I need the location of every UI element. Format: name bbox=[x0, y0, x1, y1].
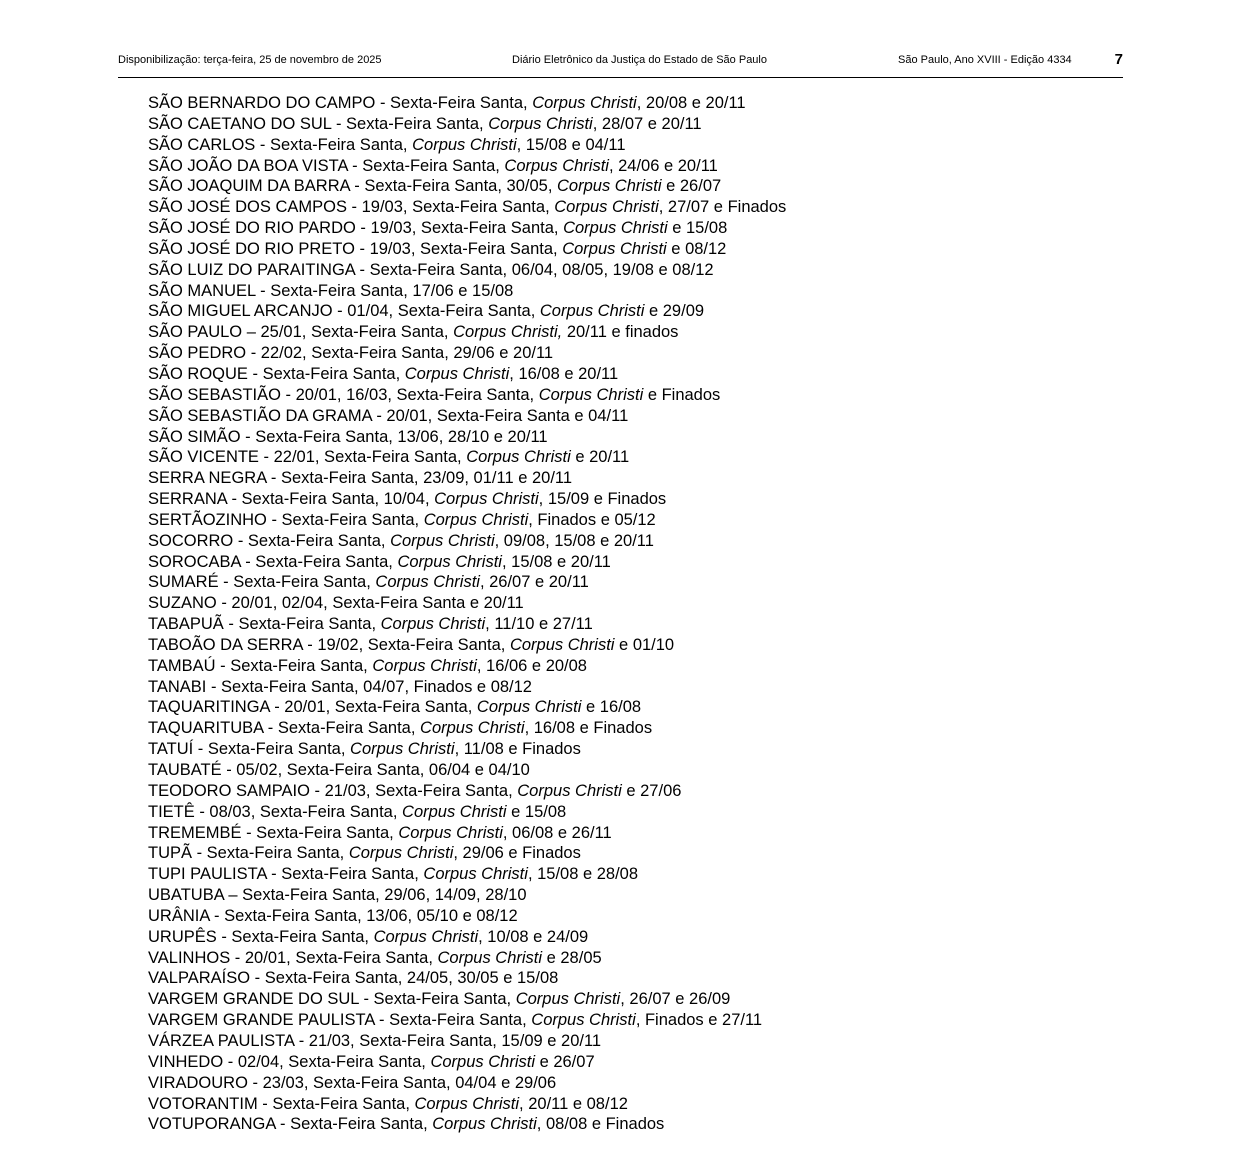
entry-text: VOTUPORANGA - Sexta-Feira Santa, bbox=[148, 1115, 433, 1134]
entry-text: , 20/11 e 08/12 bbox=[519, 1094, 628, 1113]
list-item bbox=[148, 864, 1108, 885]
entry-text: URÂNIA - Sexta-Feira Santa, 13/06, 05/10 e 08/12 bbox=[148, 906, 518, 925]
list-item bbox=[148, 239, 1108, 260]
list-item bbox=[148, 552, 1108, 573]
entry-text: e Finados bbox=[643, 385, 721, 404]
entry-text: e 26/07 bbox=[534, 1052, 595, 1071]
entry-text: SÃO BERNARDO DO CAMPO - Sexta-Feira Santa, bbox=[148, 94, 533, 112]
entry-text: , 28/07 e 20/11 bbox=[592, 114, 702, 133]
entry-text: , 10/08 e 24/09 bbox=[478, 927, 589, 946]
entry-text: e 08/12 bbox=[666, 239, 727, 258]
list-item bbox=[148, 739, 1108, 760]
entry-text: , 16/08 e Finados bbox=[524, 719, 653, 738]
entry-text: , 08/08 e Finados bbox=[536, 1115, 665, 1134]
italic-text: Corpus Christi bbox=[390, 531, 495, 550]
entry-text: TATUÍ - Sexta-Feira Santa, bbox=[148, 740, 351, 759]
entry-text: e 29/09 bbox=[644, 302, 705, 321]
italic-text: Corpus Christi bbox=[538, 385, 644, 404]
entry-text: , 16/06 e 20/08 bbox=[476, 656, 587, 675]
entry-text: TREMEMBÉ - Sexta-Feira Santa, bbox=[148, 823, 399, 842]
entry-text: SÃO JOSÉ DO RIO PARDO - 19/03, Sexta-Feira Santa, bbox=[148, 219, 564, 238]
list-item bbox=[148, 989, 1108, 1010]
list-item bbox=[148, 677, 1108, 698]
entry-text: , 15/08 e 04/11 bbox=[516, 135, 626, 154]
entry-text: , 15/08 e 20/11 bbox=[501, 552, 611, 571]
entry-text: SÃO ROQUE - Sexta-Feira Santa, bbox=[148, 364, 405, 383]
italic-text: Corpus Christi bbox=[466, 448, 571, 467]
entry-text: VARGEM GRANDE DO SUL - Sexta-Feira Santa, bbox=[148, 990, 516, 1009]
italic-text: Corpus Christi bbox=[434, 490, 539, 509]
list-item bbox=[148, 614, 1108, 635]
entry-text: SOROCABA - Sexta-Feira Santa, bbox=[148, 552, 398, 571]
page-number: 7 bbox=[1114, 51, 1123, 68]
entry-text: SÃO SEBASTIÃO DA GRAMA - 20/01, Sexta-Feira Santa e 04/11 bbox=[148, 406, 629, 425]
italic-text: Corpus Christi bbox=[402, 802, 507, 821]
italic-text: Corpus Christi bbox=[563, 219, 668, 238]
list-item bbox=[148, 531, 1108, 552]
italic-text: Corpus Christi bbox=[430, 1052, 535, 1071]
italic-text: Corpus Christi bbox=[380, 615, 486, 634]
list-item bbox=[148, 968, 1108, 989]
list-item bbox=[148, 468, 1108, 489]
entry-text: e 26/07 bbox=[661, 177, 722, 196]
entry-text: SÃO CARLOS - Sexta-Feira Santa, bbox=[148, 135, 413, 154]
italic-text: Corpus Christi bbox=[437, 948, 543, 967]
entry-text: TAQUARITUBA - Sexta-Feira Santa, bbox=[148, 719, 421, 738]
list-item bbox=[148, 718, 1108, 739]
list-item bbox=[148, 781, 1108, 802]
italic-text: Corpus Christi bbox=[348, 844, 454, 863]
entry-text: SÃO MIGUEL ARCANJO - 01/04, Sexta-Feira Santa, bbox=[148, 302, 540, 321]
list-item bbox=[148, 1031, 1108, 1052]
entry-text: e 27/06 bbox=[621, 781, 682, 800]
entry-text: SERRA NEGRA - Sexta-Feira Santa, 23/09, 01/11 e 20/11 bbox=[148, 469, 573, 488]
italic-text: Corpus Christi bbox=[397, 552, 502, 571]
italic-text: Corpus Christi bbox=[509, 635, 615, 654]
italic-text: Corpus Christi bbox=[423, 510, 529, 529]
list-item bbox=[148, 697, 1108, 718]
entry-text: , 06/08 e 26/11 bbox=[502, 823, 612, 842]
entry-text: 20/11 e finados bbox=[562, 323, 679, 342]
entry-text: SÃO SEBASTIÃO - 20/01, 16/03, Sexta-Feira Santa, bbox=[148, 385, 539, 404]
list-item bbox=[148, 260, 1108, 281]
entry-text: , 11/08 e Finados bbox=[454, 740, 581, 759]
entry-text: TANABI - Sexta-Feira Santa, 04/07, Finados e 08/12 bbox=[148, 677, 532, 696]
italic-text: Corpus Christi bbox=[531, 1011, 636, 1030]
entry-text: SÃO LUIZ DO PARAITINGA - Sexta-Feira Santa, 06/04, 08/05, 19/08 e 08/12 bbox=[148, 260, 714, 279]
edition-info: São Paulo, Ano XVIII - Edição 4334 bbox=[898, 54, 1072, 66]
italic-text: Corpus Christi, bbox=[453, 323, 563, 342]
italic-text: Corpus Christi bbox=[488, 114, 593, 133]
list-item bbox=[148, 218, 1108, 239]
entry-text: VÁRZEA PAULISTA - 21/03, Sexta-Feira Santa, 15/09 e 20/11 bbox=[148, 1031, 602, 1050]
italic-text: Corpus Christi bbox=[414, 1094, 520, 1113]
journal-title: Diário Eletrônico da Justiça do Estado de São Paulo bbox=[512, 54, 767, 66]
entry-text: , 11/10 e 27/11 bbox=[485, 615, 593, 634]
italic-text: Corpus Christi bbox=[398, 823, 503, 842]
list-item bbox=[148, 1010, 1108, 1031]
entry-text: , 29/06 e Finados bbox=[453, 844, 581, 863]
list-item bbox=[148, 843, 1108, 864]
page-header bbox=[118, 49, 1123, 78]
holiday-list bbox=[148, 93, 1108, 1135]
italic-text: Corpus Christi bbox=[375, 573, 480, 592]
entry-text: TAUBATÉ - 05/02, Sexta-Feira Santa, 06/04 e 04/10 bbox=[148, 761, 530, 779]
entry-text: SÃO MANUEL - Sexta-Feira Santa, 17/06 e 15/08 bbox=[148, 281, 514, 300]
entry-text: , 24/06 e 20/11 bbox=[608, 156, 718, 175]
entry-text: SÃO SIMÃO - Sexta-Feira Santa, 13/06, 28/10 e 20/11 bbox=[148, 427, 548, 446]
entry-text: SOCORRO - Sexta-Feira Santa, bbox=[148, 531, 391, 550]
entry-text: SÃO JOSÉ DO RIO PRETO - 19/03, Sexta-Feira Santa, bbox=[148, 239, 563, 258]
list-item bbox=[148, 885, 1108, 906]
entry-text: TUPI PAULISTA - Sexta-Feira Santa, bbox=[148, 865, 424, 884]
entry-text: VALINHOS - 20/01, Sexta-Feira Santa, bbox=[148, 948, 438, 967]
entry-text: , 26/07 e 20/11 bbox=[479, 573, 589, 592]
publication-date: Disponibilização: terça-feira, 25 de novembro de 2025 bbox=[118, 54, 382, 66]
italic-text: Corpus Christi bbox=[562, 239, 667, 258]
list-item bbox=[148, 927, 1108, 948]
list-item bbox=[148, 427, 1108, 448]
entry-text: e 15/08 bbox=[506, 802, 567, 821]
entry-text: VALPARAÍSO - Sexta-Feira Santa, 24/05, 30/05 e 15/08 bbox=[148, 969, 559, 988]
entry-text: SERRANA - Sexta-Feira Santa, 10/04, bbox=[148, 490, 435, 509]
entry-text: , 15/08 e 28/08 bbox=[527, 865, 639, 884]
list-item bbox=[148, 1073, 1108, 1094]
entry-text: SÃO CAETANO DO SUL - Sexta-Feira Santa, bbox=[148, 114, 489, 133]
entry-text: VARGEM GRANDE PAULISTA - Sexta-Feira Santa, bbox=[148, 1011, 532, 1030]
list-item bbox=[148, 197, 1108, 218]
list-item bbox=[148, 489, 1108, 510]
entry-text: TABOÃO DA SERRA - 19/02, Sexta-Feira Santa, bbox=[148, 635, 510, 654]
entry-text: , 15/09 e Finados bbox=[538, 490, 667, 509]
list-item bbox=[148, 385, 1108, 406]
list-item bbox=[148, 176, 1108, 197]
entry-text: e 28/05 bbox=[542, 948, 602, 967]
italic-text: Corpus Christi bbox=[515, 990, 621, 1009]
list-item bbox=[148, 948, 1108, 969]
list-item bbox=[148, 343, 1108, 364]
entry-text: e 16/08 bbox=[581, 698, 642, 717]
italic-text: Corpus Christi bbox=[517, 781, 622, 800]
entry-text: SERTÃOZINHO - Sexta-Feira Santa, bbox=[148, 510, 424, 529]
entry-text: SÃO PAULO – 25/01, Sexta-Feira Santa, bbox=[148, 323, 454, 342]
entry-text: URUPÊS - Sexta-Feira Santa, bbox=[148, 927, 374, 946]
entry-text: , 09/08, 15/08 e 20/11 bbox=[494, 531, 654, 550]
entry-text: , Finados e 05/12 bbox=[528, 510, 656, 529]
italic-text: Corpus Christi bbox=[554, 198, 659, 217]
list-item bbox=[148, 510, 1108, 531]
entry-text: VINHEDO - 02/04, Sexta-Feira Santa, bbox=[148, 1052, 431, 1071]
entry-text: VOTORANTIM - Sexta-Feira Santa, bbox=[148, 1094, 415, 1113]
list-item bbox=[148, 823, 1108, 844]
italic-text: Corpus Christi bbox=[432, 1115, 537, 1134]
italic-text: Corpus Christi bbox=[557, 177, 662, 196]
entry-text: VIRADOURO - 23/03, Sexta-Feira Santa, 04/04 e 29/06 bbox=[148, 1073, 557, 1092]
list-item bbox=[148, 1094, 1108, 1115]
list-item bbox=[148, 1114, 1108, 1135]
italic-text: Corpus Christi bbox=[539, 302, 645, 321]
entry-text: , 27/07 e Finados bbox=[658, 198, 787, 217]
list-item bbox=[148, 135, 1108, 156]
entry-text: SUMARÉ - Sexta-Feira Santa, bbox=[148, 573, 376, 592]
entry-text: TEODORO SAMPAIO - 21/03, Sexta-Feira Santa, bbox=[148, 781, 518, 800]
entry-text: e 01/10 bbox=[614, 635, 675, 654]
italic-text: Corpus Christi bbox=[412, 135, 517, 154]
entry-text: SUZANO - 20/01, 02/04, Sexta-Feira Santa e 20/11 bbox=[148, 594, 524, 613]
italic-text: Corpus Christi bbox=[420, 719, 525, 738]
list-item bbox=[148, 322, 1108, 343]
list-item bbox=[148, 802, 1108, 823]
list-item bbox=[148, 406, 1108, 427]
entry-text: e 20/11 bbox=[570, 448, 630, 467]
italic-text: Corpus Christi bbox=[373, 927, 479, 946]
list-item bbox=[148, 1052, 1108, 1073]
italic-text: Corpus Christi bbox=[404, 364, 510, 383]
italic-text: Corpus Christi bbox=[350, 740, 455, 759]
entry-text: SÃO PEDRO - 22/02, Sexta-Feira Santa, 29/06 e 20/11 bbox=[148, 344, 554, 363]
entry-text: TAMBAÚ - Sexta-Feira Santa, bbox=[148, 656, 373, 675]
entry-text: TUPÃ - Sexta-Feira Santa, bbox=[148, 844, 349, 863]
list-item bbox=[148, 635, 1108, 656]
list-item bbox=[148, 114, 1108, 135]
list-item bbox=[148, 281, 1108, 302]
entry-text: SÃO JOSÉ DOS CAMPOS - 19/03, Sexta-Feira Santa, bbox=[148, 198, 555, 217]
entry-text: UBATUBA – Sexta-Feira Santa, 29/06, 14/09, 28/10 bbox=[148, 886, 527, 905]
entry-text: SÃO JOAQUIM DA BARRA - Sexta-Feira Santa, 30/05, bbox=[148, 177, 557, 196]
list-item bbox=[148, 593, 1108, 614]
entry-text: TIETÊ - 08/03, Sexta-Feira Santa, bbox=[148, 802, 403, 821]
italic-text: Corpus Christi bbox=[423, 865, 528, 884]
entry-text: , 20/08 e 20/11 bbox=[636, 94, 746, 112]
list-item bbox=[148, 656, 1108, 677]
entry-text: , 26/07 e 26/09 bbox=[620, 990, 731, 1009]
list-item bbox=[148, 301, 1108, 322]
entry-text: TAQUARITINGA - 20/01, Sexta-Feira Santa, bbox=[148, 698, 477, 717]
italic-text: Corpus Christi bbox=[532, 94, 637, 112]
list-item bbox=[148, 760, 1108, 781]
entry-text: TABAPUÃ - Sexta-Feira Santa, bbox=[148, 615, 381, 634]
entry-text: SÃO JOÃO DA BOA VISTA - Sexta-Feira Santa, bbox=[148, 156, 505, 175]
list-item bbox=[148, 572, 1108, 593]
list-item bbox=[148, 447, 1108, 468]
italic-text: Corpus Christi bbox=[476, 698, 582, 717]
entry-text: , 16/08 e 20/11 bbox=[509, 364, 619, 383]
entry-text: SÃO VICENTE - 22/01, Sexta-Feira Santa, bbox=[148, 448, 467, 467]
entry-text: , Finados e 27/11 bbox=[635, 1011, 763, 1030]
italic-text: Corpus Christi bbox=[504, 156, 609, 175]
list-item bbox=[148, 364, 1108, 385]
italic-text: Corpus Christi bbox=[372, 656, 477, 675]
list-item bbox=[148, 156, 1108, 177]
list-item bbox=[148, 906, 1108, 927]
list-item bbox=[148, 93, 1108, 114]
entry-text: e 15/08 bbox=[667, 219, 728, 238]
